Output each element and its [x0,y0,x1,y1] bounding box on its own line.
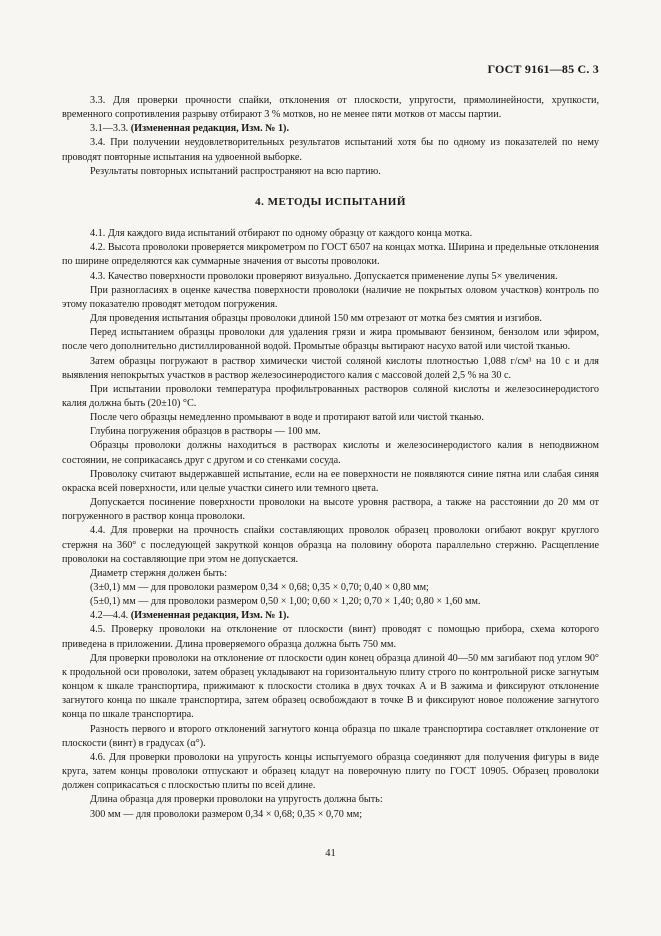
paragraph [62,425,599,439]
paragraph-text: При разногласиях в оценке качества поверхности проволоки (наличие не покрытых оловом участков) контроль по этому показателю проводят методом погружения. [62,284,599,310]
paragraph-text: 3.3. Для проверки прочности спайки, отклонения от плоскости, упругости, прямолинейности, хрупкости, временного сопротивления разрыву отбирают 3 % мотков, но не менее пяти мотков от массы партии. [62,95,599,121]
document-body [62,94,599,822]
paragraph [62,751,599,793]
paragraph [62,595,599,609]
paragraph [62,165,599,179]
paragraph-text: 4.3. Качество поверхности проволоки проверяют визуально. Допускается применение лупы 5× увеличения. [90,270,558,282]
paragraph-text: 4.4. Для проверки на прочность спайки составляющих проволок образец проволоки огибают вокруг круглого стержня на 360° с последующей закруткой концов образца на половину оборота параллельно стержню. Расщепление проволоки на составляющие при этом не допускается. [62,525,599,565]
paragraph [62,439,599,467]
paragraph [62,355,599,383]
paragraph-text: Диаметр стержня должен быть: [90,567,228,579]
paragraph-text: Допускается посинение поверхности проволоки на высоте уровня раствора, а также на расстоянии до 20 мм от погруженного в раствор конца проволоки. [62,497,599,523]
paragraph [62,326,599,354]
paragraph-text: 4.1. Для каждого вида испытаний отбирают по одному образцу от каждого конца мотка. [90,228,473,240]
paragraph [62,411,599,425]
paragraph-text: Проволоку считают выдержавшей испытание, если на ее поверхности не появляются синие пятна или слабая синяя окраска всей поверхности, или целые участки синего или темного цвета. [62,468,599,494]
paragraph [62,609,599,623]
paragraph [62,227,599,241]
amendment-note: (Измененная редакция, Изм. № 1). [130,123,289,135]
page-number: 41 [325,848,336,859]
paragraph [62,524,599,566]
paragraph [62,284,599,312]
paragraph-text: 3.4. При получении неудовлетворительных результатов испытаний хотя бы по одному из показателей по нему проводят повторные испытания на удвоенной выборке. [62,137,599,163]
paragraph-text: 4.2. Высота проволоки проверяется микрометром по ГОСТ 6507 на концах мотка. Ширина и предельные отклонения по ширине определяются как суммарные значения от высоты проволоки. [62,242,599,268]
paragraph-text: Длина образца для проверки проволоки на упругость должна быть: [90,794,383,806]
paragraph [62,623,599,651]
paragraph [62,581,599,595]
paragraph-text: Образцы проволоки должны находиться в растворах кислоты и железосинеродистого калия в неподвижном состоянии, не соприкасаясь друг с другом и со стенками сосуда. [62,440,599,466]
paragraph [62,808,599,822]
paragraph-text: После чего образцы немедленно промывают в воде и протирают ватой или чистой тканью. [90,412,484,424]
paragraph-text: 3.1—3.3. [90,123,131,135]
paragraph [62,652,599,723]
paragraph [62,136,599,164]
paragraph [62,94,599,122]
paragraph [62,312,599,326]
paragraph-text: При испытании проволоки температура профильтрованных растворов соляной кислоты и железосинеродистого калия должна быть (20±10) °С. [62,383,599,409]
paragraph-text: Разность первого и второго отклонений загнутого конца образца по шкале транспортира составляет отклонение от плоскости (винт) в градусах (α°). [62,723,599,749]
paragraph-text: 4.5. Проверку проволоки на отклонение от плоскости (винт) проводят с помощью прибора, схема которого приведена в приложении. Длина проверяемого образца должна быть 750 мм. [62,624,599,650]
paragraph-text: Для проверки проволоки на отклонение от плоскости один конец образца длиной 40—50 мм загибают под углом 90° к продольной оси проволоки, затем образец укладывают на горизонтальную плиту строго по контрольной риске загнутым концом к шкале транспортира, прижимают к плоскости столика в двух точках А и В зажима и фиксируют отклонение загнутого конца по шкале транспортира, затем образец освобождают в точке В и фиксируют новое положение загнутого конца по шкале транспортира. [62,652,599,721]
paragraph [62,567,599,581]
paragraph [62,793,599,807]
paragraph [62,468,599,496]
paragraph-text: Результаты повторных испытаний распространяют на всю партию. [90,165,381,177]
paragraph [62,122,599,136]
paragraph-text: (3±0,1) мм — для проволоки размером 0,34 × 0,68; 0,35 × 0,70; 0,40 × 0,80 мм; [90,582,429,593]
paragraph-text: (5±0,1) мм — для проволоки размером 0,50 × 1,00; 0,60 × 1,20; 0,70 × 1,40; 0,80 × 1,60 мм. [90,596,481,608]
paragraph-text: Перед испытанием образцы проволоки для удаления грязи и жира промывают бензином, бензолом или эфиром, после чего дополнительно дистиллированной водой. Промытые образцы вытирают насухо ватой или чистой тканью. [62,327,599,353]
running-header: ГОСТ 9161—85 С. 3 [487,62,599,76]
paragraph-text: Затем образцы погружают в раствор химически чистой соляной кислоты плотностью 1,088 г/см³ на 10 с и для выявления непокрытых участков в раствор железосинеродистого калия с массовой долей 2,5 % на 30 с. [62,355,599,381]
section-heading: 4. МЕТОДЫ ИСПЫТАНИЙ [255,195,406,208]
paragraph-text: Глубина погружения образцов в растворы — 100 мм. [90,426,321,438]
paragraph-text: 4.2—4.4. [90,610,131,622]
section-4-body [62,227,599,822]
paragraph [62,723,599,751]
section-3-tail [62,94,599,179]
paragraph [62,383,599,411]
paragraph [62,241,599,269]
paragraph [62,496,599,524]
paragraph [62,270,599,284]
paragraph-text: Для проведения испытания образцы проволоки длиной 150 мм отрезают от мотка без смятия и изгибов. [90,313,542,325]
amendment-note: (Измененная редакция, Изм. № 1). [130,610,289,622]
paragraph-text: 300 мм — для проволоки размером 0,34 × 0,68; 0,35 × 0,70 мм; [90,808,363,820]
paragraph-text: 4.6. Для проверки проволоки на упругость концы испытуемого образца соединяют для получения фигуры в виде круга, затем концы проволоки отпускают и образец кладут на поверочную плиту по ГОСТ 10905. Образец проволоки должен соприкасаться с плоскостью плиты по всей длине. [62,751,599,792]
